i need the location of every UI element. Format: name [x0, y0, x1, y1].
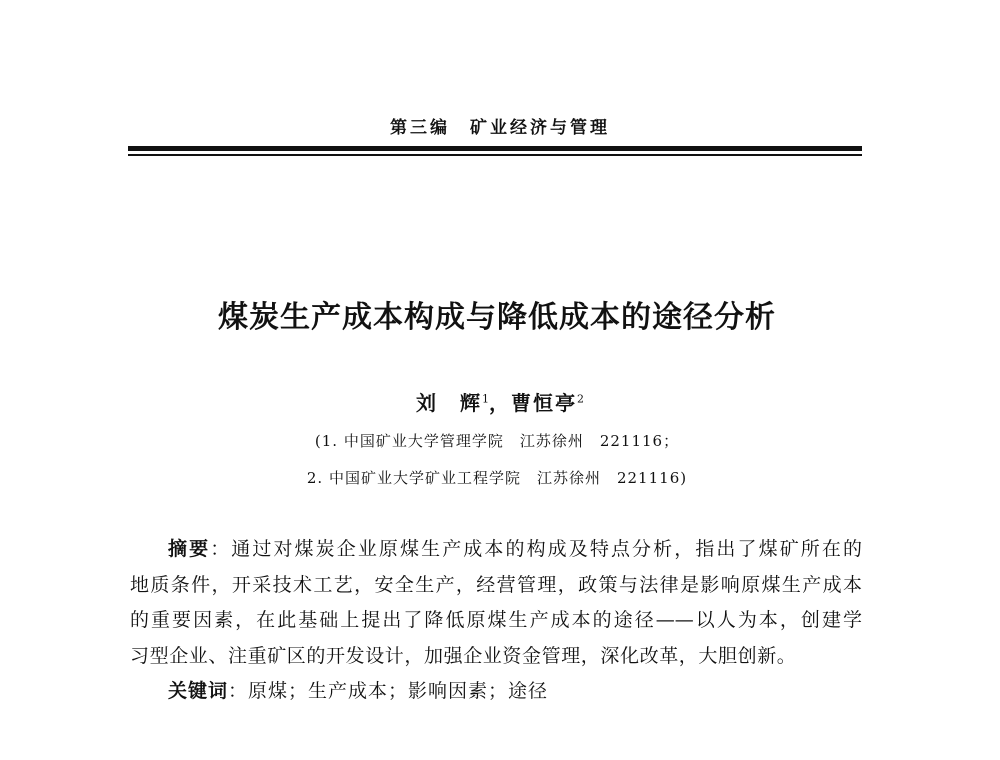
abstract-line-1-text: ：通过对煤炭企业原煤生产成本的构成及特点分析，指出了煤矿所在的 [210, 538, 862, 560]
abstract-line-3: 的重要因素，在此基础上提出了降低原煤生产成本的途径——以人为本，创建学 [130, 609, 862, 631]
running-header: 第三编 矿业经济与管理 [390, 118, 610, 138]
paper-title: 煤炭生产成本构成与降低成本的途径分析 [218, 300, 776, 335]
author-name-2: 曹恒亭 [511, 391, 577, 415]
keywords-line [130, 674, 862, 710]
abstract-line-4: 习型企业、注重矿区的开发设计，加强企业资金管理，深化改革，大胆创新。 [130, 644, 797, 667]
author-name-1: 刘 辉 [416, 391, 482, 415]
keywords-text: ：原煤；生产成本；影响因素；途径 [228, 680, 549, 702]
abstract-line-1 [130, 532, 862, 568]
keywords-label: 关键词 [168, 680, 229, 702]
affiliation-2: 2. 中国矿业大学矿业工程学院 江苏徐州 221116) [306, 469, 688, 487]
header-rule-thin [128, 154, 862, 156]
author-line [0, 390, 1000, 416]
header-rule-thick [128, 146, 862, 151]
author-affil-mark-1: 1 [482, 392, 489, 406]
author-affil-mark-2: 2 [577, 392, 584, 406]
abstract-label: 摘要 [168, 538, 211, 560]
abstract-line-2: 地质条件，开采技术工艺，安全生产，经营管理，政策与法律是影响原煤生产成本 [130, 573, 862, 596]
abstract-block [130, 532, 862, 710]
author-separator: ， [489, 391, 511, 415]
affiliation-1: (1. 中国矿业大学管理学院 江苏徐州 221116； [314, 432, 680, 450]
